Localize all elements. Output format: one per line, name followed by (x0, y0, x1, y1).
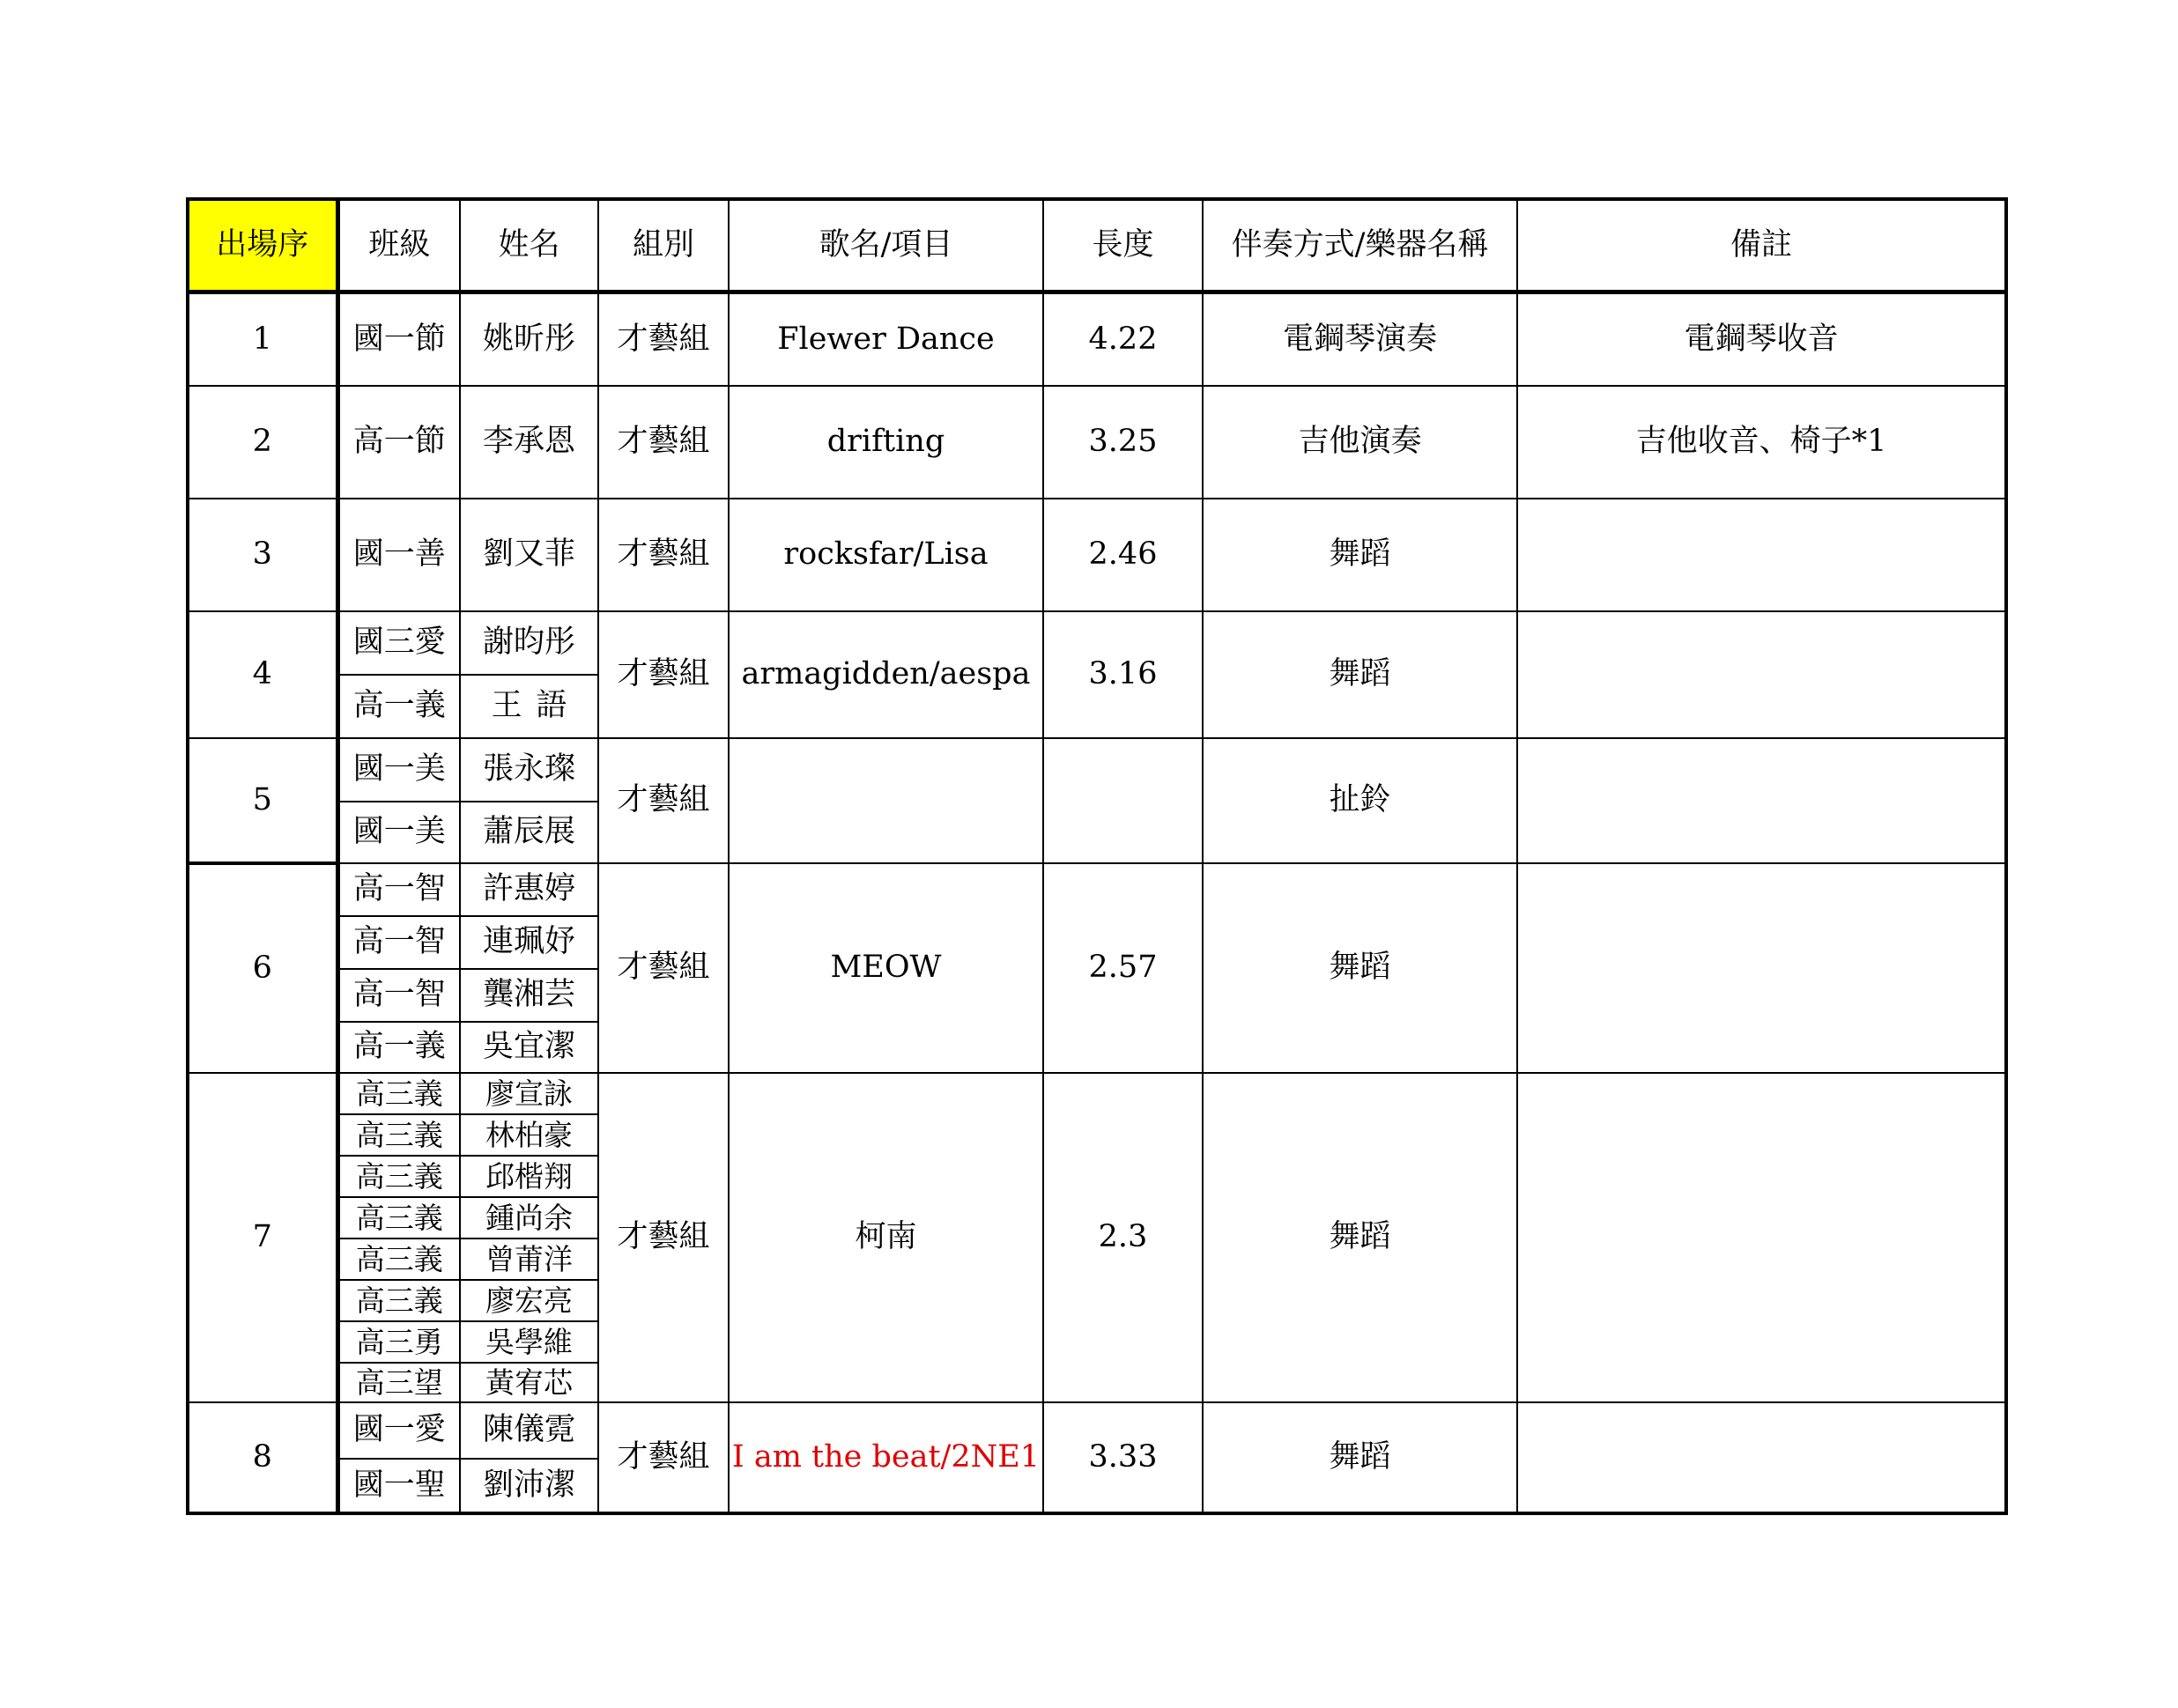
name-cell: 林柏豪 (460, 1114, 598, 1156)
name-cell: 王語 (460, 675, 598, 738)
class-cell: 高三勇 (337, 1321, 460, 1363)
length-cell: 3.16 (1043, 611, 1203, 738)
note-cell (1517, 1402, 2006, 1513)
note-cell (1517, 1073, 2006, 1402)
class-cell: 高一義 (337, 675, 460, 738)
header-group: 組別 (598, 199, 729, 292)
note-cell (1517, 863, 2006, 1073)
name-cell: 許惠婷 (460, 863, 598, 916)
table-row (188, 863, 2006, 916)
class-cell: 國一聖 (337, 1459, 460, 1513)
name-cell: 黃宥芯 (460, 1363, 598, 1402)
table-row (188, 1073, 2006, 1114)
name-cell: 龔湘芸 (460, 969, 598, 1022)
header-length: 長度 (1043, 199, 1203, 292)
performance-order-table (186, 197, 2008, 1515)
table-row (188, 738, 2006, 802)
table-row (188, 386, 2006, 499)
name-cell: 吳宜潔 (460, 1022, 598, 1073)
class-cell: 高三義 (337, 1197, 460, 1238)
name-cell: 李承恩 (460, 386, 598, 499)
accompaniment-cell: 舞蹈 (1203, 611, 1517, 738)
name-cell: 張永璨 (460, 738, 598, 802)
song-cell: 柯南 (729, 1073, 1043, 1402)
group-cell: 才藝組 (598, 611, 729, 738)
table-row (188, 611, 2006, 675)
class-cell: 國一節 (337, 292, 460, 386)
header-accompaniment: 伴奏方式/樂器名稱 (1203, 199, 1517, 292)
table-row (188, 292, 2006, 386)
class-cell: 高三義 (337, 1073, 460, 1114)
name-cell: 謝昀彤 (460, 611, 598, 675)
class-cell: 國一愛 (337, 1402, 460, 1459)
length-cell (1043, 738, 1203, 863)
class-cell: 高一智 (337, 863, 460, 916)
name-cell: 陳儀霓 (460, 1402, 598, 1459)
name-cell: 邱楷翔 (460, 1156, 598, 1197)
note-cell: 吉他收音、椅子*1 (1517, 386, 2006, 499)
class-cell: 高一智 (337, 969, 460, 1022)
class-cell: 國一美 (337, 802, 460, 863)
song-cell: armagidden/aespa (729, 611, 1043, 738)
class-cell: 國一善 (337, 499, 460, 611)
header-class: 班級 (337, 199, 460, 292)
accompaniment-cell: 舞蹈 (1203, 1402, 1517, 1513)
group-cell: 才藝組 (598, 863, 729, 1073)
group-cell: 才藝組 (598, 738, 729, 863)
name-cell: 連珮妤 (460, 916, 598, 969)
name-cell: 劉沛潔 (460, 1459, 598, 1513)
length-cell: 2.3 (1043, 1073, 1203, 1402)
seq-cell: 8 (188, 1402, 337, 1513)
song-cell: I am the beat/2NE1 (729, 1402, 1043, 1513)
header-row (188, 199, 2006, 292)
seq-cell: 3 (188, 499, 337, 611)
song-cell: Flewer Dance (729, 292, 1043, 386)
length-cell: 2.46 (1043, 499, 1203, 611)
group-cell: 才藝組 (598, 292, 729, 386)
note-cell (1517, 738, 2006, 863)
name-cell: 蕭辰展 (460, 802, 598, 863)
seq-cell: 1 (188, 292, 337, 386)
name-cell: 鍾尚余 (460, 1197, 598, 1238)
class-cell: 高三義 (337, 1280, 460, 1321)
class-cell: 高三義 (337, 1156, 460, 1197)
class-cell: 高三義 (337, 1238, 460, 1280)
seq-cell: 2 (188, 386, 337, 499)
accompaniment-cell: 舞蹈 (1203, 1073, 1517, 1402)
group-cell: 才藝組 (598, 386, 729, 499)
name-cell: 姚昕彤 (460, 292, 598, 386)
class-cell: 高一智 (337, 916, 460, 969)
header-note: 備註 (1517, 199, 2006, 292)
name-cell: 劉又菲 (460, 499, 598, 611)
accompaniment-cell: 電鋼琴演奏 (1203, 292, 1517, 386)
header-seq: 出場序 (188, 199, 337, 292)
note-cell (1517, 611, 2006, 738)
table-row (188, 499, 2006, 611)
length-cell: 3.25 (1043, 386, 1203, 499)
name-cell: 廖宣詠 (460, 1073, 598, 1114)
class-cell: 高三義 (337, 1114, 460, 1156)
header-name: 姓名 (460, 199, 598, 292)
group-cell: 才藝組 (598, 499, 729, 611)
group-cell: 才藝組 (598, 1073, 729, 1402)
class-cell: 高三望 (337, 1363, 460, 1402)
song-cell: rocksfar/Lisa (729, 499, 1043, 611)
table-row (188, 1402, 2006, 1459)
class-cell: 高一義 (337, 1022, 460, 1073)
accompaniment-cell: 舞蹈 (1203, 863, 1517, 1073)
seq-cell: 5 (188, 738, 337, 863)
note-cell (1517, 499, 2006, 611)
class-cell: 高一節 (337, 386, 460, 499)
class-cell: 國一美 (337, 738, 460, 802)
song-cell (729, 738, 1043, 863)
name-cell: 曾莆洋 (460, 1238, 598, 1280)
song-cell: MEOW (729, 863, 1043, 1073)
class-cell: 國三愛 (337, 611, 460, 675)
song-cell: drifting (729, 386, 1043, 499)
length-cell: 3.33 (1043, 1402, 1203, 1513)
length-cell: 4.22 (1043, 292, 1203, 386)
header-song: 歌名/項目 (729, 199, 1043, 292)
accompaniment-cell: 扯鈴 (1203, 738, 1517, 863)
accompaniment-cell: 吉他演奏 (1203, 386, 1517, 499)
seq-cell: 6 (188, 863, 337, 1073)
note-cell: 電鋼琴收音 (1517, 292, 2006, 386)
group-cell: 才藝組 (598, 1402, 729, 1513)
name-cell: 廖宏亮 (460, 1280, 598, 1321)
accompaniment-cell: 舞蹈 (1203, 499, 1517, 611)
seq-cell: 7 (188, 1073, 337, 1402)
name-cell: 吳學維 (460, 1321, 598, 1363)
length-cell: 2.57 (1043, 863, 1203, 1073)
seq-cell: 4 (188, 611, 337, 738)
